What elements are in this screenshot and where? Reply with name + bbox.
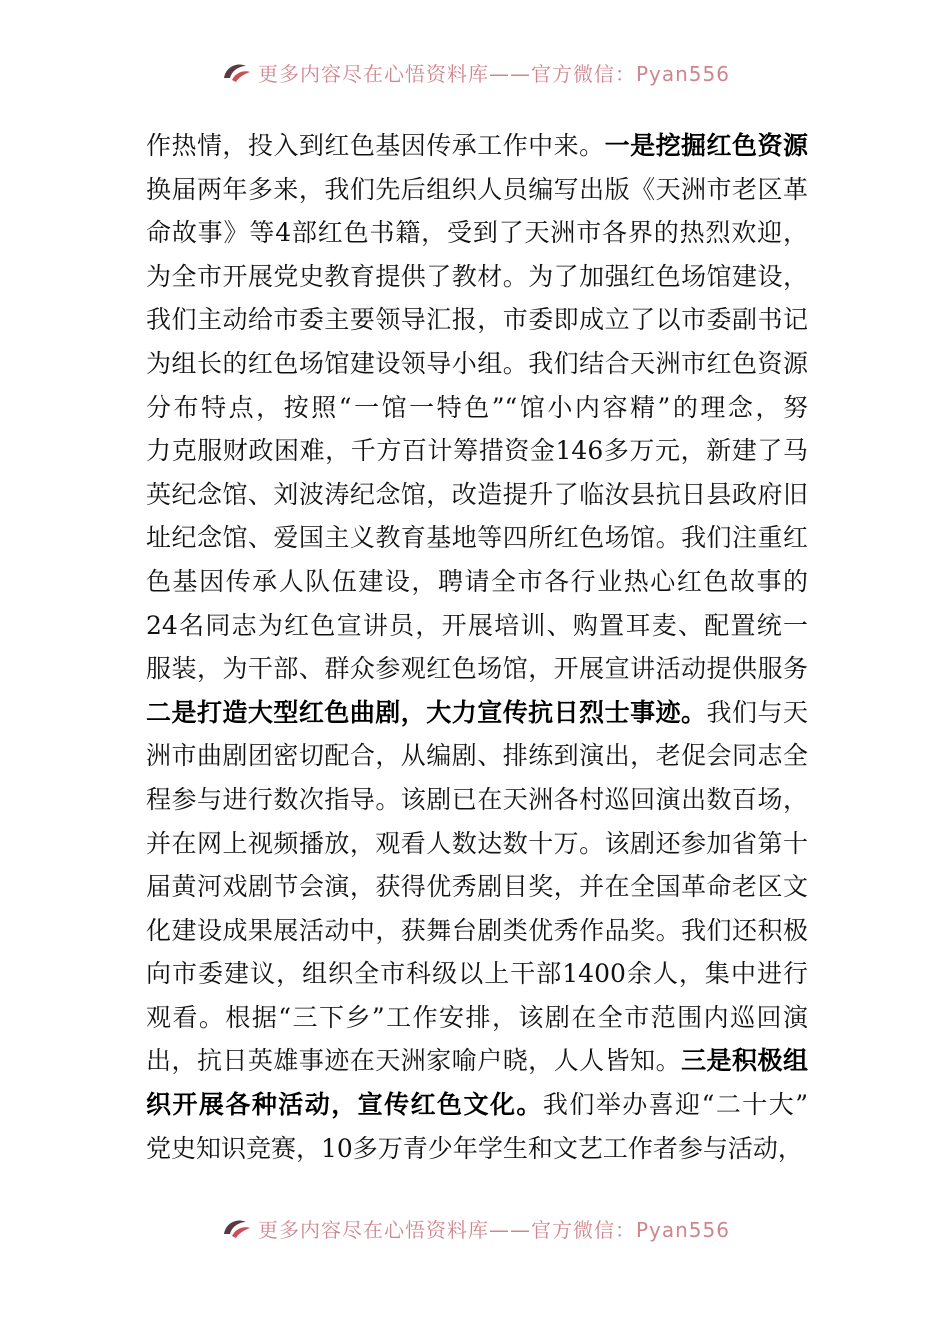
body-text: 换届两年多来，我们先后组织人员编写出版《天洲市老区革: [146, 174, 808, 204]
body-text: 我们举办喜迎“二十大”: [542, 1090, 808, 1120]
brand-logo-icon: [220, 60, 252, 84]
body-text: 党史知识竞赛，10多万青少年学生和文艺工作者参与活动，: [146, 1133, 803, 1163]
logo-flame: [232, 1227, 250, 1238]
body-text: 化建设成果展活动中，获舞台剧类优秀作品奖。我们还积极: [146, 915, 808, 945]
text-line: [146, 952, 808, 996]
text-line: [146, 647, 808, 691]
text-line: [146, 168, 808, 212]
body-text: 力克服财政困难，千方百计筹措资金146多万元，新建了马: [146, 436, 808, 466]
text-line: [146, 691, 808, 735]
body-text: 届黄河戏剧节会演，获得优秀剧目奖，并在全国革命老区文: [146, 872, 808, 902]
body-text: 程参与进行数次指导。该剧已在天洲各村巡回演出数百场，: [146, 784, 808, 814]
body-text: 为组长的红色场馆建设领导小组。我们结合天洲市红色资源: [146, 348, 808, 378]
header-banner: [0, 52, 950, 92]
text-line: [146, 473, 808, 517]
body-text: 色基因传承人队伍建设，聘请全市各行业热心红色故事的: [146, 566, 808, 596]
text-line: [146, 996, 808, 1040]
text-line: [146, 909, 808, 953]
body-text: 为全市开展党史教育提供了教材。为了加强红色场馆建设，: [146, 261, 808, 291]
text-line: [146, 342, 808, 386]
body-text: 24名同志为红色宣讲员，开展培训、购置耳麦、配置统一: [146, 610, 808, 640]
text-line: [146, 822, 808, 866]
text-line: [146, 734, 808, 778]
text-line: [146, 211, 808, 255]
bold-heading-text: 织开展各种活动，宣传红色文化。: [146, 1090, 543, 1120]
text-line: [146, 124, 808, 168]
body-text: 命故事》等4部红色书籍，受到了天洲市各界的热烈欢迎，: [146, 218, 808, 248]
body-text: 服装，为干部、群众参观红色场馆，开展宣讲活动提供服务: [146, 654, 808, 684]
text-line: [146, 1127, 808, 1171]
text-line: [146, 386, 808, 430]
footer-banner: [0, 1208, 950, 1248]
bold-heading-text: 一是挖掘红色资源: [604, 131, 808, 160]
body-text: 英纪念馆、刘波涛纪念馆，改造提升了临汝县抗日县政府旧: [146, 479, 808, 509]
text-line: [146, 604, 808, 648]
body-text: 分布特点，按照“一馆一特色”“馆小内容精”的理念，努: [146, 392, 808, 422]
body-text: 作热情，投入到红色基因传承工作中来。: [146, 131, 605, 160]
text-line: [146, 778, 808, 822]
text-line: [146, 516, 808, 560]
text-line: [146, 560, 808, 604]
body-text: 洲市曲剧团密切配合，从编剧、排练到演出，老促会同志全: [146, 741, 808, 771]
body-text: 址纪念馆、爱国主义教育基地等四所红色场馆。我们注重红: [146, 523, 808, 553]
logo-flame: [232, 71, 250, 82]
body-text: 观看。根据“三下乡”工作安排，该剧在全市范围内巡回演: [146, 1002, 808, 1032]
text-line: [146, 255, 808, 299]
bold-heading-text: 二是打造大型红色曲剧，大力宣传抗日烈士事迹。: [146, 697, 707, 727]
body-text: 我们主动给市委主要领导汇报，市委即成立了以市委副书记: [146, 305, 808, 335]
footer-banner-text: 更多内容尽在心悟资料库——官方微信：Pyan556: [257, 1217, 730, 1242]
text-line: [146, 1083, 808, 1127]
bold-heading-text: 三是积极组: [681, 1046, 808, 1076]
text-line: [146, 1039, 808, 1083]
text-line: [146, 298, 808, 342]
text-line: [146, 865, 808, 909]
text-line: [146, 429, 808, 473]
body-text: 向市委建议，组织全市科级以上干部1400余人，集中进行: [146, 959, 808, 989]
body-text: 并在网上视频播放，观看人数达数十万。该剧还参加省第十: [146, 828, 808, 858]
body-text: 我们与天: [706, 697, 808, 727]
header-banner-text: 更多内容尽在心悟资料库——官方微信：Pyan556: [257, 61, 730, 86]
body-text: 出，抗日英雄事迹在天洲家喻户晓，人人皆知。: [146, 1046, 682, 1076]
document-body: [146, 124, 808, 1170]
brand-logo-icon: [220, 1216, 252, 1240]
